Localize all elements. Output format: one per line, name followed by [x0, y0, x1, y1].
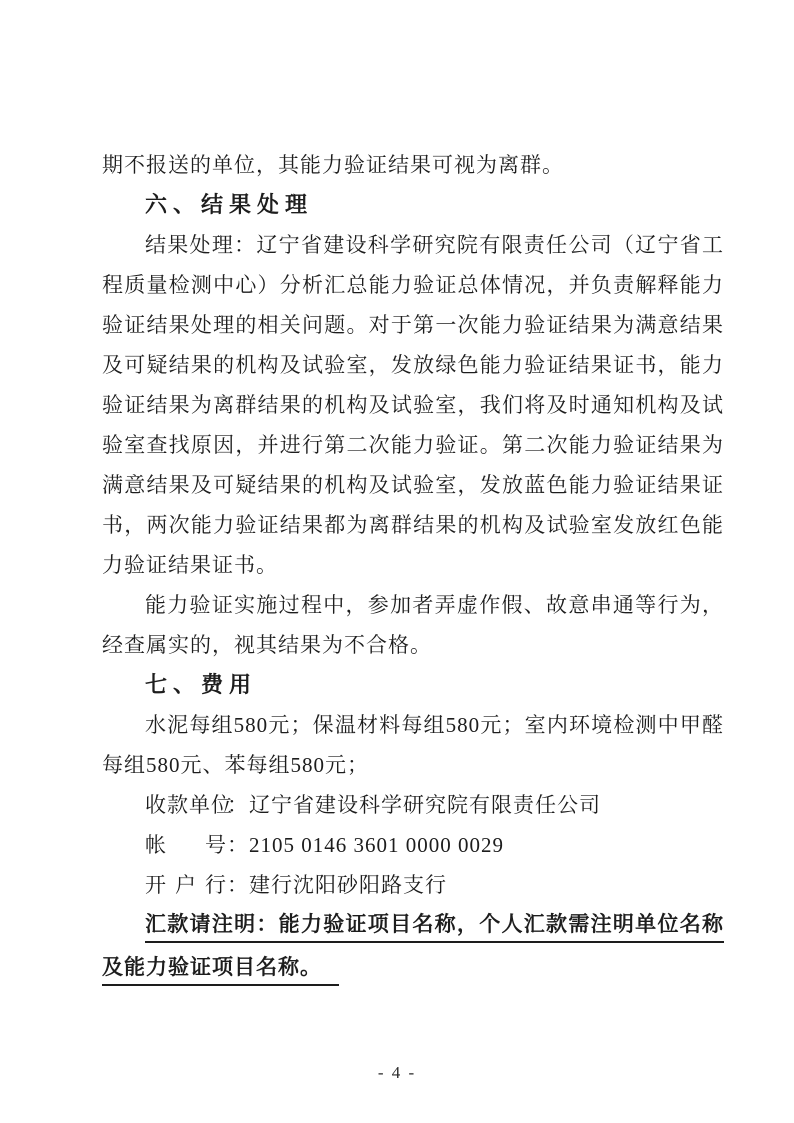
payee-row — [102, 785, 724, 825]
bank-row — [102, 865, 724, 905]
remittance-note-underlined-text: 汇款请注明：能力验证项目名称，个人汇款需注明单位名称 — [145, 908, 724, 943]
payee-colon: ： — [227, 793, 249, 817]
document-body — [102, 145, 724, 988]
remittance-note-line — [102, 908, 724, 948]
account-number-value: 2105 0146 3601 0000 0029 — [249, 833, 504, 857]
results-paragraph-line: 及可疑结果的机构及试验室，发放绿色能力验证结果证书，能力 — [102, 353, 724, 377]
results-paragraph-line: 验室查找原因，并进行第二次能力验证。第二次能力验证结果为 — [102, 433, 724, 457]
account-number-colon: ： — [227, 833, 249, 857]
account-number-row — [102, 825, 724, 865]
results-paragraph-line: 力验证结果证书。 — [102, 553, 278, 577]
payee-value: 辽宁省建设科学研究院有限责任公司 — [249, 793, 601, 817]
results-paragraph-line: 验证结果处理的相关问题。对于第一次能力验证结果为满意结果 — [102, 313, 724, 337]
remittance-note-underlined-text: 及能力验证项目名称。 — [102, 951, 339, 986]
remittance-note-line — [102, 948, 724, 988]
bank-colon: ： — [227, 873, 249, 897]
integrity-paragraph-line: 经查属实的，视其结果为不合格。 — [102, 633, 432, 657]
paragraph-continuation-line: 期不报送的单位，其能力验证结果可视为离群。 — [102, 153, 564, 177]
results-paragraph-line: 验证结果为离群结果的机构及试验室，我们将及时通知机构及试 — [102, 393, 724, 417]
fee-paragraph-line: 每组580元、苯每组580元； — [102, 753, 369, 777]
account-number-label: 帐号 — [145, 833, 227, 857]
fee-paragraph-line: 水泥每组580元；保温材料每组580元；室内环境检测中甲醛 — [145, 713, 724, 737]
payee-label: 收款单位 — [145, 793, 233, 817]
bank-label: 开户行 — [145, 873, 227, 897]
section-heading-fees: 七、费用 — [145, 672, 258, 697]
results-paragraph-line: 书，两次能力验证结果都为离群结果的机构及试验室发放红色能 — [102, 513, 724, 537]
page-number: - 4 - — [377, 1063, 417, 1082]
section-heading-results: 六、结果处理 — [145, 192, 314, 217]
bank-value: 建行沈阳砂阳路支行 — [249, 873, 447, 897]
results-paragraph-line: 满意结果及可疑结果的机构及试验室，发放蓝色能力验证结果证 — [102, 473, 724, 497]
results-paragraph-line: 结果处理：辽宁省建设科学研究院有限责任公司（辽宁省工 — [145, 233, 724, 257]
integrity-paragraph-line: 能力验证实施过程中，参加者弄虚作假、故意串通等行为， — [145, 593, 724, 617]
results-paragraph-line: 程质量检测中心）分析汇总能力验证总体情况，并负责解释能力 — [102, 273, 724, 297]
